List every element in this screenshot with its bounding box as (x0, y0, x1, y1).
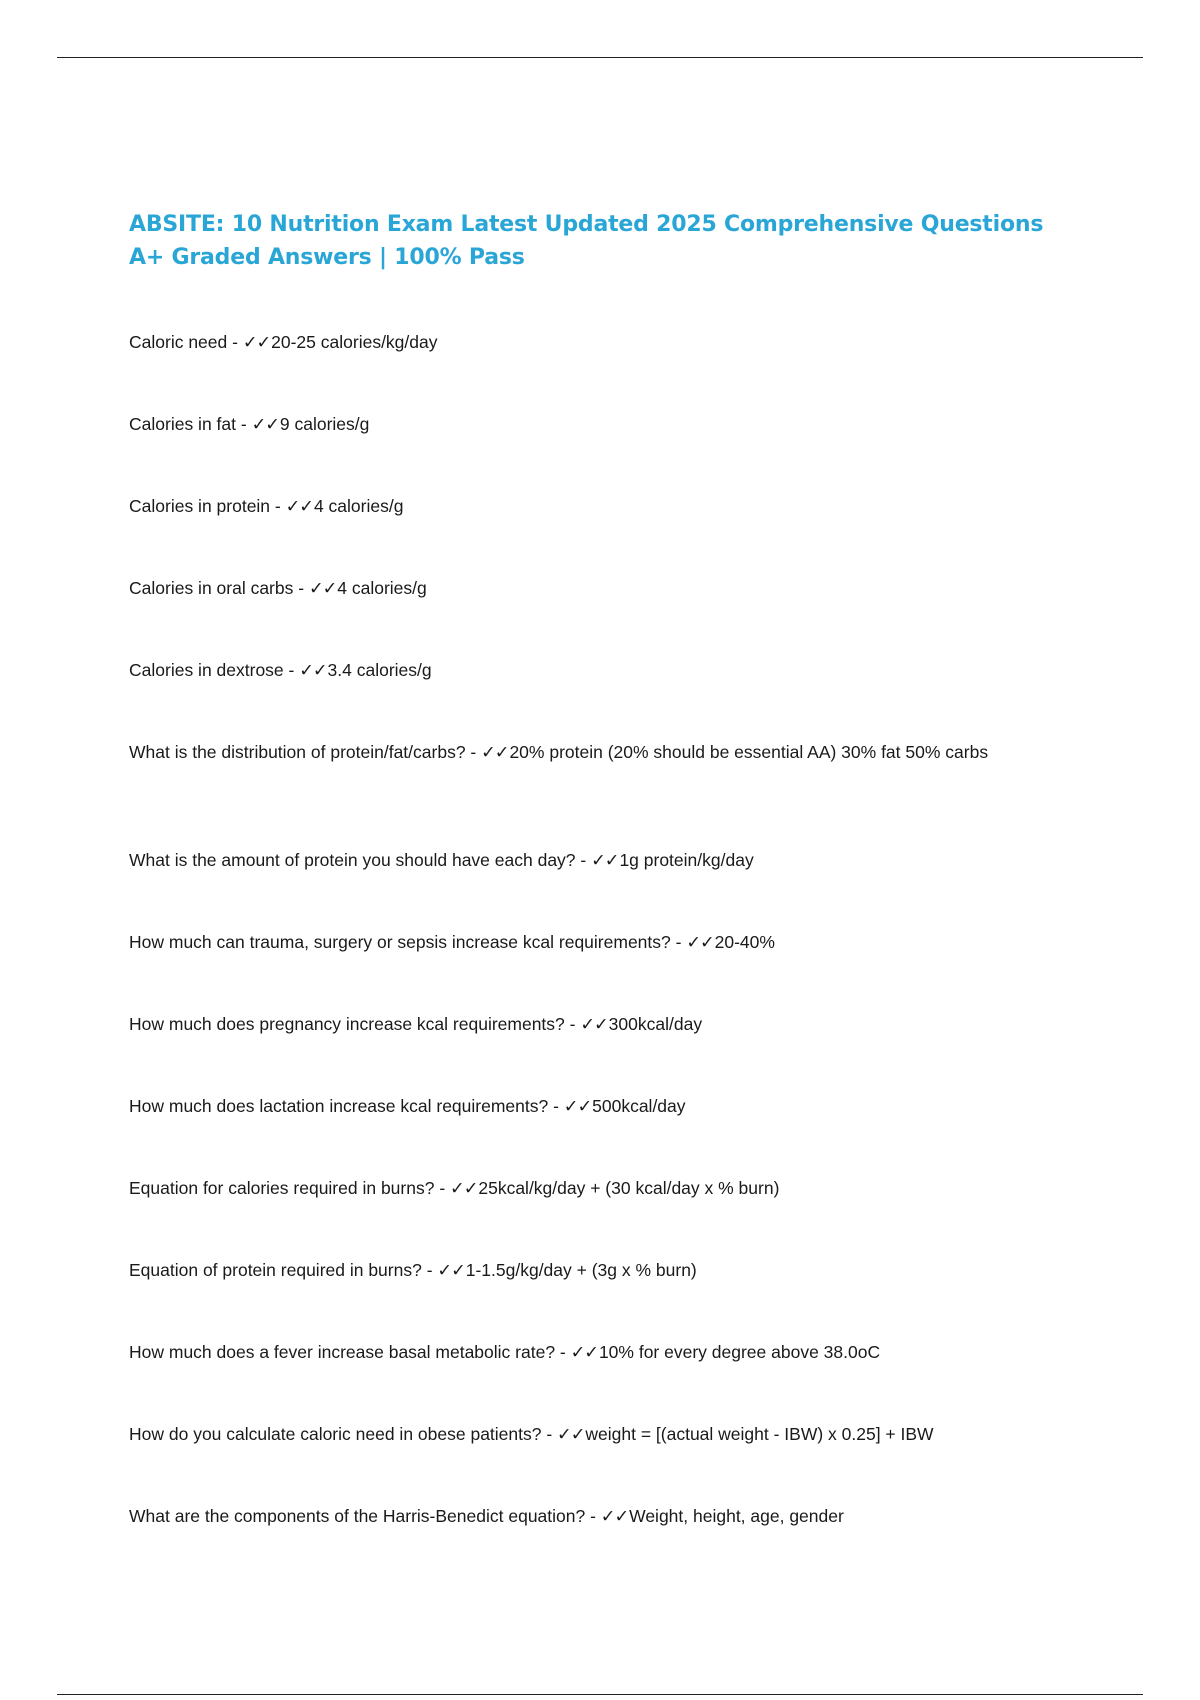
check-icon: ✓✓ (570, 1342, 598, 1362)
check-icon: ✓✓ (686, 932, 714, 952)
answer-text: 1g protein/kg/day (619, 850, 754, 870)
answer-text: 10% for every degree above 38.0oC (598, 1342, 881, 1362)
question-text: What are the components of the Harris-Benedict equation? (129, 1506, 586, 1526)
check-icon: ✓✓ (591, 850, 619, 870)
qa-item (129, 329, 1049, 355)
answer-text: Weight, height, age, gender (629, 1506, 844, 1526)
bottom-rule (57, 1694, 1143, 1695)
answer-text: 20% protein (20% should be essential AA) 30% fat 50% carbs (509, 742, 989, 762)
qa-item (129, 1093, 1049, 1119)
separator: - (236, 414, 252, 434)
separator: - (555, 1342, 571, 1362)
question-text: What is the distribution of protein/fat/carbs? (129, 742, 466, 762)
qa-item (129, 847, 1049, 873)
answer-text: 20-25 calories/kg/day (271, 332, 438, 352)
separator: - (465, 742, 482, 762)
answer-text: 4 calories/g (313, 496, 404, 516)
check-icon: ✓✓ (557, 1424, 585, 1444)
question-text: Equation for calories required in burns? (129, 1178, 435, 1198)
check-icon: ✓✓ (285, 496, 313, 516)
check-icon: ✓✓ (563, 1096, 592, 1116)
check-icon: ✓✓ (437, 1260, 465, 1280)
qa-item (129, 575, 1049, 601)
answer-text: 20-40% (714, 932, 775, 952)
separator: - (585, 1506, 601, 1526)
answer-text: 3.4 calories/g (327, 660, 432, 680)
qa-item (129, 1503, 1049, 1529)
answer-text: 300kcal/day (608, 1014, 703, 1034)
document-title: ABSITE: 10 Nutrition Exam Latest Updated 2025 Comprehensive Questions A+ Graded Answers | 100% Pass (129, 212, 1044, 270)
question-text: Calories in protein (129, 496, 271, 516)
question-text: Equation of protein required in burns? (129, 1260, 422, 1280)
separator: - (227, 332, 243, 352)
document-body (129, 208, 1049, 1526)
answer-text: 9 calories/g (279, 414, 370, 434)
answer-text: 500kcal/day (592, 1096, 686, 1116)
answer-text: 25kcal/kg/day + (30 kcal/day x % burn) (478, 1178, 780, 1198)
separator: - (670, 932, 687, 952)
check-icon: ✓✓ (308, 578, 337, 598)
question-text: How much does a fever increase basal metabolic rate? (129, 1342, 556, 1362)
qa-item (129, 739, 1049, 765)
answer-text: 4 calories/g (337, 578, 427, 598)
question-text: Calories in dextrose (129, 660, 284, 680)
check-icon: ✓✓ (251, 414, 279, 434)
qa-item (129, 411, 1049, 437)
answer-text: 1-1.5g/kg/day + (3g x % burn) (465, 1260, 697, 1280)
check-icon: ✓✓ (481, 742, 509, 762)
qa-item (129, 493, 1049, 519)
separator: - (564, 1014, 581, 1034)
top-rule (57, 57, 1143, 58)
qa-item (129, 1175, 1049, 1201)
question-text: Calories in oral carbs (129, 578, 294, 598)
question-text: How much can trauma, surgery or sepsis increase kcal requirements? (129, 932, 671, 952)
check-icon: ✓✓ (600, 1506, 629, 1526)
question-text: Calories in fat (129, 414, 236, 434)
question-text: Caloric need (129, 332, 228, 352)
question-text: How much does pregnancy increase kcal requirements? (129, 1014, 565, 1034)
separator: - (283, 660, 300, 680)
separator: - (293, 578, 309, 598)
separator: - (541, 1424, 558, 1444)
question-text: What is the amount of protein you should have each day? (129, 850, 576, 870)
separator: - (575, 850, 592, 870)
question-text: How do you calculate caloric need in obese patients? (129, 1424, 542, 1444)
qa-item (129, 1257, 1049, 1283)
qa-item (129, 1339, 1049, 1365)
separator: - (548, 1096, 564, 1116)
answer-text: weight = [(actual weight - IBW) x 0.25] + IBW (585, 1424, 934, 1444)
qa-item (129, 657, 1049, 683)
qa-item (129, 1421, 1049, 1447)
qa-item (129, 1011, 1049, 1037)
check-icon: ✓✓ (242, 332, 271, 352)
separator: - (270, 496, 286, 516)
qa-item (129, 929, 1049, 955)
check-icon: ✓✓ (299, 660, 327, 680)
question-text: How much does lactation increase kcal requirements? (129, 1096, 549, 1116)
check-icon: ✓✓ (580, 1014, 608, 1034)
separator: - (421, 1260, 438, 1280)
separator: - (434, 1178, 451, 1198)
check-icon: ✓✓ (450, 1178, 478, 1198)
